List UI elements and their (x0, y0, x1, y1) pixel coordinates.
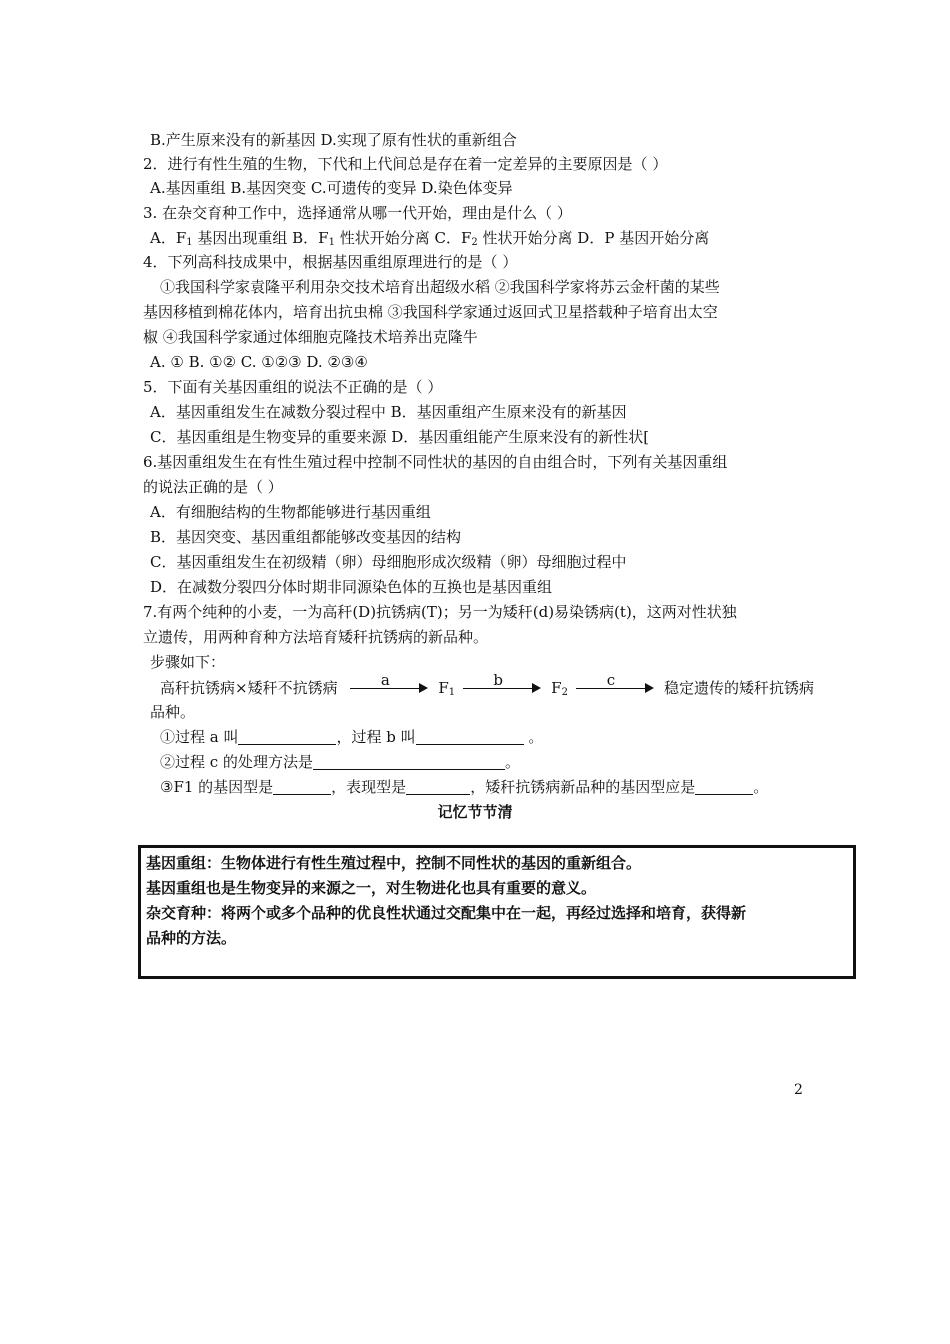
memory-line: 基因重组：生物体进行有性生殖过程中，控制不同性状的基因的重新组合。 (146, 854, 642, 872)
q5-stem: 5．下面有关基因重组的说法不正确的是（ ） (143, 378, 443, 396)
q7-flow-end2: 品种。 (150, 703, 196, 721)
arrow-label-c: c (606, 671, 616, 689)
q3-option-text: 性状开始分离 C．F (334, 229, 472, 247)
arrow-b (463, 671, 541, 697)
answer-blank[interactable] (313, 754, 505, 770)
q4-item2: 基因移植到棉花体内，培育出抗虫棉 ③我国科学家通过返回式卫星搭载种子培育出太空 (143, 303, 718, 321)
q7-steps: 步骤如下： (150, 653, 226, 671)
memory-line: 杂交育种：将两个或多个品种的优良性状通过交配集中在一起，再经过选择和培育，获得新 (146, 904, 747, 922)
q6-stem2: 的说法正确的是（ ） (143, 478, 283, 496)
answer-blank[interactable] (406, 779, 470, 795)
q3-option-text: 性状开始分离 D．P 基因开始分离 (477, 229, 710, 247)
q6-optC: C．基因重组发生在初级精（卵）母细胞形成次级精（卵）母细胞过程中 (150, 553, 627, 571)
fill-line-3: ③F1 的基因型是 ，表现型是 ，矮秆抗锈病新品种的基因型应是 。 (160, 778, 769, 796)
breeding-flow (160, 671, 814, 703)
q3-stem: 3. 在杂交育种工作中，选择通常从哪一代开始，理由是什么（ ） (143, 204, 572, 222)
fill-line-1: ①过程 a 叫 ，过程 b 叫 。 (160, 728, 544, 746)
flow-start: 高秆抗锈病×矮秆不抗锈病 (160, 679, 338, 697)
subscript: 2 (471, 237, 478, 248)
fill-line-2: ②过程 c 的处理方法是 。 (160, 753, 520, 771)
q3-option-text: 基因出现重组 B．F (192, 229, 329, 247)
q2-opts: A.基因重组 B.基因突变 C.可遗传的变异 D.染色体变异 (150, 179, 513, 197)
q6-optD: D．在减数分裂四分体时期非同源染色体的互换也是基因重组 (150, 578, 553, 596)
arrow-c (576, 671, 654, 697)
memory-box (138, 845, 856, 979)
q6-stem1: 6.基因重组发生在有性生殖过程中控制不同性状的基因的自由组合时，下列有关基因重组 (143, 453, 728, 471)
flow-f2: $F_2$ (551, 679, 568, 698)
answer-blank[interactable] (416, 729, 524, 745)
q3-option-a: A．F (150, 229, 187, 247)
q1-opts-bd: B.产生原来没有的新基因 D.实现了原有性状的重新组合 (150, 131, 517, 149)
q4-item1: ①我国科学家袁隆平利用杂交技术培育出超级水稻 ②我国科学家将苏云金杆菌的某些 (160, 278, 720, 296)
q7-stem2: 立遗传，用两种育种方法培育矮秆抗锈病的新品种。 (143, 628, 489, 646)
q4-stem: 4．下列高科技成果中，根据基因重组原理进行的是（ ） (143, 253, 518, 271)
memory-line: 品种的方法。 (146, 929, 237, 947)
arrow-label-a: a (380, 671, 390, 689)
answer-blank[interactable] (273, 779, 331, 795)
q5-optCD: C．基因重组是生物变异的重要来源 D．基因重组能产生原来没有的新性状[ (150, 428, 650, 446)
answer-blank[interactable] (238, 729, 336, 745)
q2-stem: 2．进行有性生殖的生物，下代和上代间总是存在着一定差异的主要原因是（ ） (143, 155, 668, 173)
page-number: 2 (794, 1082, 803, 1098)
q5-optAB: A．基因重组发生在减数分裂过程中 B．基因重组产生原来没有的新基因 (150, 403, 627, 421)
flow-end: 稳定遗传的矮秆抗锈病 (663, 679, 814, 697)
q3-options (150, 228, 709, 253)
flow-f1: $F_1$ (438, 679, 456, 698)
q4-item3: 椒 ④我国科学家通过体细胞克隆技术培养出克隆牛 (143, 328, 478, 346)
arrow-label-b: b (493, 671, 503, 689)
q6-optA: A．有细胞结构的生物都能够进行基因重组 (150, 503, 431, 521)
answer-blank[interactable] (695, 779, 753, 795)
q7-stem1: 7.有两个纯种的小麦，一为高秆(D)抗锈病(T)；另一为矮秆(d)易染锈病(t)，这两对性状独 (143, 603, 737, 621)
arrow-a (350, 671, 428, 697)
subscript: 1 (328, 237, 335, 248)
memory-line: 基因重组也是生物变异的来源之一，对生物进化也具有重要的意义。 (146, 879, 597, 897)
q4-opts: A. ① B. ①② C. ①②③ D. ②③④ (150, 353, 368, 371)
section-title: 记忆节节清 (437, 803, 513, 821)
q6-optB: B．基因突变、基因重组都能够改变基因的结构 (150, 528, 462, 546)
subscript: 1 (186, 237, 193, 248)
